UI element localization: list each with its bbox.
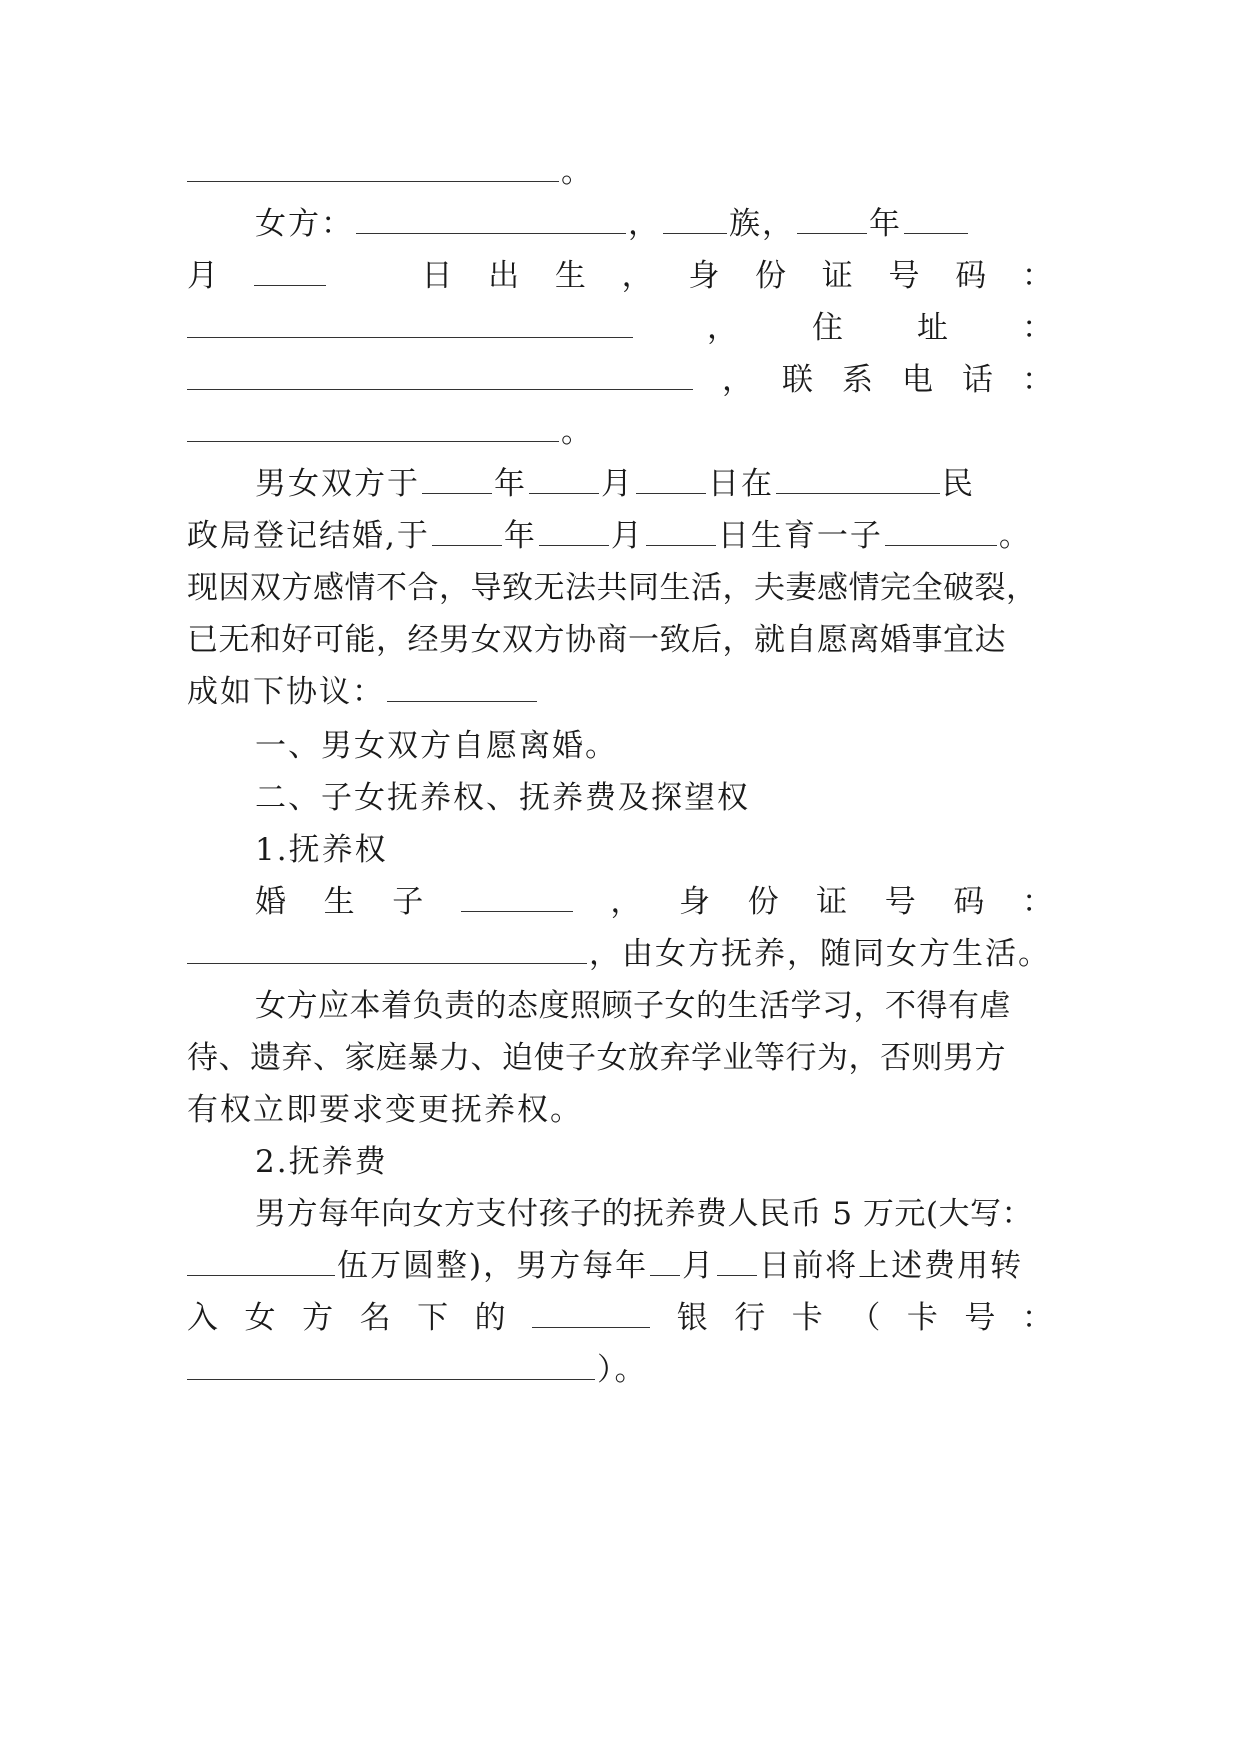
marriage-day-blank[interactable] (636, 465, 706, 494)
text-char: ： (1021, 884, 1053, 920)
fee-month-blank[interactable] (650, 1247, 680, 1276)
female-ethnicity-blank[interactable] (663, 205, 727, 234)
bank-name-blank[interactable] (532, 1299, 650, 1328)
item-1: 一、男女双方自愿离婚。 (255, 728, 618, 764)
female-id-number-blank[interactable] (187, 309, 633, 338)
address-continuation-line (187, 152, 1053, 192)
text-char: 身 (688, 258, 720, 294)
text-span: 男女双方于 (255, 466, 420, 502)
text-span: 年 (503, 518, 537, 554)
text-char: 码 (955, 258, 987, 294)
text-char: 份 (755, 258, 787, 294)
text-span: 民 (942, 466, 975, 502)
text-char: 系 (842, 362, 873, 398)
text-char: 卡 (906, 1300, 938, 1336)
text-char: 生 (554, 258, 586, 294)
female-address-blank[interactable] (187, 361, 693, 390)
text-span: ，由女方抚养，随同女方生活。 (589, 936, 1051, 972)
marriage-line-1 (255, 464, 1053, 504)
fee-line-2 (187, 1246, 1053, 1286)
female-party-line-4 (187, 360, 1053, 400)
text-span: 政局登记结婚,于 (187, 518, 430, 554)
female-birth-day-blank[interactable] (254, 257, 326, 286)
fee-line-4 (187, 1350, 1053, 1390)
text-span: 月 (682, 1248, 716, 1284)
day-char: 日 (421, 258, 453, 294)
child-id-blank[interactable] (187, 935, 587, 964)
text-char: ： (1022, 362, 1053, 398)
year-label: 年 (869, 206, 902, 242)
female-phone-blank[interactable] (187, 413, 559, 442)
bank-card-number-blank[interactable] (187, 1351, 595, 1380)
text-char: 下 (417, 1300, 449, 1336)
comma: ， (722, 362, 753, 398)
marriage-line-3: 现因双方感情不合，导致无法共同生活，夫妻感情完全破裂， (187, 570, 1038, 606)
text-char: 身 (678, 884, 710, 920)
text-span: ）。 (597, 1352, 648, 1388)
text-char: ： (1022, 310, 1053, 346)
fee-line-3 (187, 1298, 1053, 1338)
female-party-line-5 (187, 412, 1053, 452)
text-char: 号 (964, 1300, 996, 1336)
fee-line-1: 男方每年向女方支付孩子的抚养费人民币 5 万元(大写： (255, 1196, 1034, 1232)
text-char: 址 (917, 310, 948, 346)
female-label: 女方： (255, 206, 354, 242)
text-span: 日生育一子 (717, 518, 883, 554)
subitem-custody-heading: 1.抚养权 (255, 832, 388, 868)
comma: ， (628, 206, 661, 242)
birth-month-blank[interactable] (539, 517, 609, 546)
text-span: 日前将上述费用转 (759, 1248, 1024, 1284)
child-line-2 (187, 934, 1053, 974)
duty-line-3: 有权立即要求变更抚养权。 (187, 1092, 583, 1128)
text-span: 月 (610, 518, 644, 554)
fee-uppercase-blank[interactable] (187, 1247, 335, 1276)
birth-day-blank[interactable] (646, 517, 716, 546)
female-birth-month-blank[interactable] (904, 205, 968, 234)
fee-day-blank[interactable] (717, 1247, 757, 1276)
marriage-month-blank[interactable] (529, 465, 599, 494)
female-party-line-2 (187, 256, 1053, 296)
civil-affairs-bureau-blank[interactable] (776, 465, 940, 494)
ethnicity-label: 族， (729, 206, 795, 242)
text-char: 联 (782, 362, 813, 398)
text-span: 月 (601, 466, 634, 502)
marriage-line-4: 已无和好可能，经男女双方协商一致后，就自愿离婚事宜达 (187, 622, 1006, 658)
female-birth-year-blank[interactable] (797, 205, 867, 234)
text-char: 出 (488, 258, 520, 294)
child-line-1 (255, 882, 1053, 922)
text-char: 银 (676, 1300, 708, 1336)
address-blank[interactable] (187, 153, 559, 182)
text-char: （ (849, 1300, 881, 1336)
marriage-line-5 (187, 672, 1053, 712)
text-span: 成如下协议： (187, 674, 385, 710)
text-char: 子 (392, 884, 424, 920)
female-party-line-3 (187, 308, 1053, 348)
text-char: 电 (902, 362, 933, 398)
text-char: 码 (953, 884, 985, 920)
month-label: 月 (187, 258, 218, 294)
female-name-blank[interactable] (356, 205, 626, 234)
text-char: 婚 (255, 884, 286, 920)
text-span: 年 (494, 466, 527, 502)
comma: ， (610, 884, 642, 920)
text-char: 卡 (791, 1300, 823, 1336)
text-char: ： (1021, 1300, 1053, 1336)
text-char: 号 (888, 258, 920, 294)
text-char: 方 (302, 1300, 334, 1336)
text-char: 的 (474, 1300, 506, 1336)
text-char: 生 (323, 884, 355, 920)
subitem-fee-heading: 2.抚养费 (255, 1144, 388, 1180)
duty-line-1: 女方应本着负责的态度照顾子女的生活学习，不得有虐 (255, 988, 1011, 1024)
item-2: 二、子女抚养权、抚养费及探望权 (255, 780, 750, 816)
child-name-blank-2[interactable] (461, 883, 573, 912)
text-char: 证 (821, 258, 853, 294)
text-span: 。 (998, 518, 1032, 554)
text-char: 住 (812, 310, 843, 346)
line-end-period: 。 (561, 154, 594, 190)
comma: ， (707, 310, 738, 346)
text-char: ， (621, 258, 653, 294)
text-char: 入 (187, 1300, 218, 1336)
text-span: 日在 (708, 466, 774, 502)
text-span: 伍万圆整)，男方每年 (337, 1248, 649, 1284)
marriage-line-2 (187, 516, 1053, 556)
text-char: 话 (962, 362, 993, 398)
female-party-line-1 (255, 204, 1053, 244)
text-char: ： (1021, 258, 1053, 294)
text-char: 女 (244, 1300, 276, 1336)
duty-line-2: 待、遗弃、家庭暴力、迫使子女放弃学业等行为，否则男方 (187, 1040, 1006, 1076)
birth-year-blank[interactable] (432, 517, 502, 546)
marriage-year-blank[interactable] (422, 465, 492, 494)
agreement-blank[interactable] (387, 673, 537, 702)
text-char: 号 (884, 884, 916, 920)
line-end-period: 。 (561, 414, 594, 450)
text-char: 行 (734, 1300, 766, 1336)
child-name-blank[interactable] (885, 517, 997, 546)
text-char: 份 (747, 884, 779, 920)
text-char: 证 (816, 884, 848, 920)
text-char: 名 (359, 1300, 391, 1336)
